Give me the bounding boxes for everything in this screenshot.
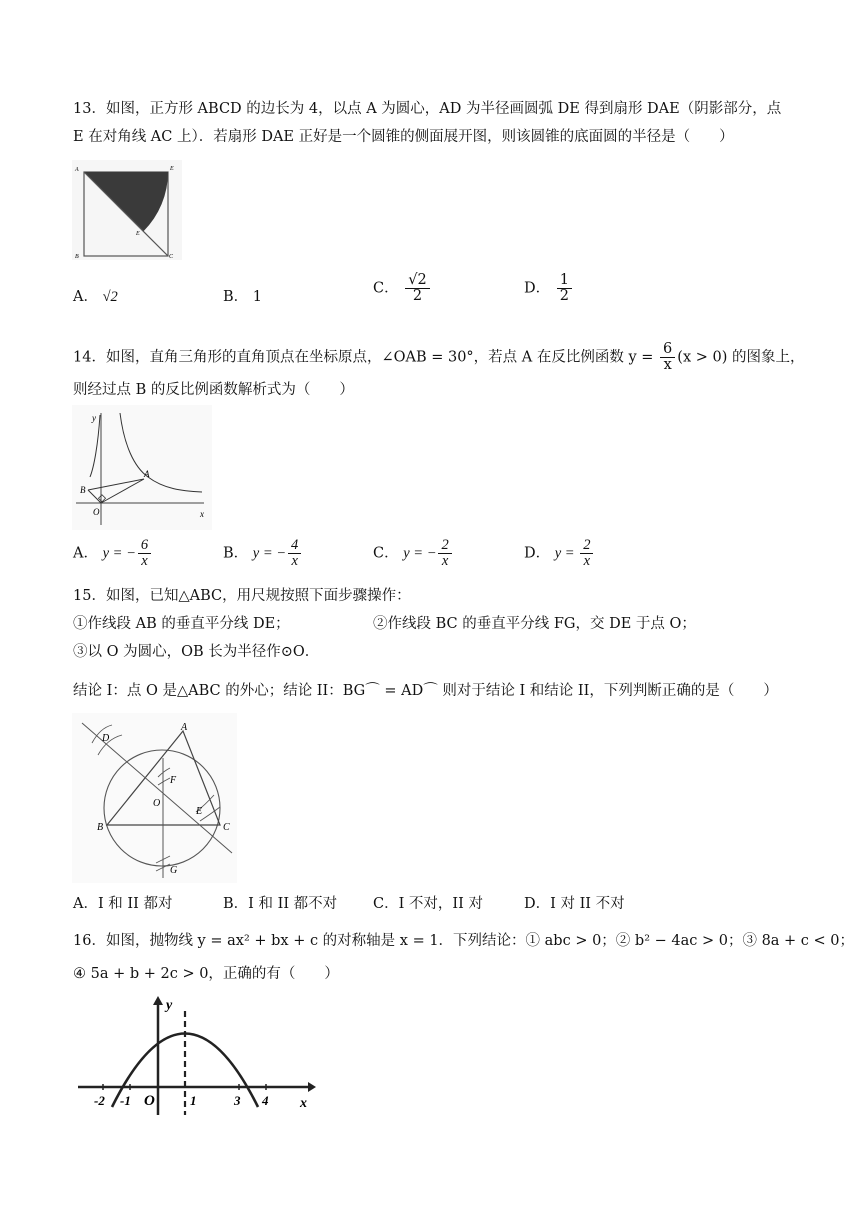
q14-text-line1: [73, 342, 804, 373]
q13-text-line1: 13．如图，正方形 ABCD 的边长为 4，以点 A 为圆心，AD 为半径画圆弧 DE 得到扇形 DAE（阴影部分，点: [73, 101, 782, 117]
q14-line1-part-b: (x > 0) 的图象上，: [677, 349, 805, 366]
q14-line1-part-a: 14．如图，直角三角形的直角顶点在坐标原点，∠OAB = 30°，若点 A 在反比例函数 y =: [73, 349, 659, 366]
q14-option-b[interactable]: [223, 538, 303, 569]
q15-step3: ③以 O 为圆心，OB 长为半径作⊙O．: [73, 644, 320, 660]
q16-label-x: x: [300, 1096, 307, 1111]
q13-text-line2: E 在对角线 AC 上）．若扇形 DAE 正好是一个圆锥的侧面展开图，则该圆锥的底面圆的半径是（ ）: [73, 129, 734, 145]
q14-figure: [72, 405, 212, 534]
q13-option-d-label: D．: [524, 280, 551, 297]
q13-option-a[interactable]: [73, 285, 118, 306]
q13-option-b-value: 1: [252, 289, 262, 305]
q15-option-a[interactable]: A．I 和 II 都对: [73, 896, 173, 912]
q13-option-c-denominator: 2: [412, 288, 423, 305]
q16-label-y: y: [166, 998, 173, 1013]
q14-option-a-label: A．: [73, 545, 98, 562]
q14-option-b-pre: y = −: [252, 545, 287, 562]
q13-option-b[interactable]: [223, 285, 262, 306]
q15-label-b: B: [97, 822, 104, 833]
q15-text-line1: 15．如图，已知△ABC，用尺规按照下面步骤操作：: [73, 588, 411, 604]
q16-tick-neg2: -2: [94, 1093, 105, 1108]
q15-option-c[interactable]: C．I 不对，II 对: [373, 896, 483, 912]
q13-option-b-label: B．: [223, 289, 249, 305]
q15-option-d[interactable]: D．I 对 II 不对: [524, 896, 625, 912]
q14-option-a-fraction: [138, 538, 151, 569]
q14-option-d-fraction: [580, 538, 593, 569]
q13-option-d-fraction: [557, 273, 572, 304]
q15-label-d: D: [102, 733, 110, 744]
q14-label-x: x: [200, 509, 204, 519]
q16-tick-4: 4: [262, 1093, 269, 1108]
q14-option-b-fraction: [288, 538, 301, 569]
q14-option-b-numerator: 4: [288, 538, 301, 554]
q13-option-c-numerator: √2: [405, 273, 429, 289]
q14-line1-frac-den: x: [663, 357, 672, 374]
q15-label-o: O: [153, 798, 161, 809]
q14-label-b: B: [80, 485, 86, 495]
q15-label-f: F: [170, 775, 177, 786]
q14-option-d[interactable]: [524, 538, 595, 569]
q15-figure: [72, 713, 237, 887]
q15-label-e: E: [196, 806, 203, 817]
q15-conclusion: 结论 I：点 O 是△ABC 的外心；结论 II：BG⌒ = AD⌒ 则对于结论 I 和结论 II，下列判断正确的是（ ）: [73, 683, 778, 699]
q14-option-b-label: B．: [223, 545, 249, 562]
q14-option-c-pre: y = −: [403, 545, 437, 562]
q13-option-c-fraction: [405, 273, 429, 304]
q14-option-b-denominator: x: [291, 553, 298, 570]
q14-label-o: O: [93, 507, 100, 517]
q14-option-d-numerator: 2: [580, 538, 593, 554]
q14-option-a-numerator: 6: [138, 538, 151, 554]
q13-option-a-value: √2: [102, 289, 118, 305]
q15-step1: ①作线段 AB 的垂直平分线 DE；: [73, 616, 290, 632]
q14-option-a-pre: y = −: [102, 545, 136, 562]
q16-tick-neg1: -1: [120, 1093, 131, 1108]
q13-option-c[interactable]: [373, 273, 432, 304]
q14-option-d-denominator: x: [583, 553, 591, 570]
q16-tick-3: 3: [234, 1093, 241, 1108]
q13-option-d-numerator: 1: [557, 273, 572, 289]
q13-label-c: C: [169, 254, 174, 260]
q16-text-line1: 16．如图，抛物线 y = ax² + bx + c 的对称轴是 x = 1．下列结论：① abc > 0；② b² − 4ac > 0；③ 8a + c < 0；: [73, 933, 855, 949]
q14-option-a-denominator: x: [141, 553, 148, 570]
q16-label-o: O: [144, 1093, 155, 1109]
q14-option-c-fraction: [438, 538, 451, 569]
q15-label-g: G: [170, 865, 178, 876]
q13-option-c-label: C．: [373, 280, 399, 297]
q14-label-y: y: [92, 413, 96, 423]
q14-option-c-denominator: x: [441, 553, 449, 570]
q16-figure: [72, 995, 317, 1124]
q13-label-a: A: [75, 167, 79, 173]
q14-line1-frac-num: 6: [660, 342, 675, 358]
q15-label-a: A: [181, 722, 188, 733]
q14-label-a: A: [144, 469, 150, 479]
q13-option-d[interactable]: [524, 273, 574, 304]
q15-option-b[interactable]: B．I 和 II 都不对: [223, 896, 338, 912]
q13-label-e-top: E: [170, 166, 174, 172]
q14-option-d-pre: y =: [554, 545, 579, 562]
q13-label-b: B: [75, 254, 79, 260]
q16-text-line2: ④ 5a + b + 2c > 0，正确的有（ ）: [73, 966, 339, 982]
q15-label-c: C: [223, 822, 230, 833]
q15-step2: ②作线段 BC 的垂直平分线 FG，交 DE 于点 O；: [373, 616, 696, 632]
q14-option-d-label: D．: [524, 545, 551, 562]
q14-option-c-numerator: 2: [438, 538, 451, 554]
q13-figure: [72, 160, 182, 264]
q14-option-c[interactable]: [373, 538, 454, 569]
q14-text-line2: 则经过点 B 的反比例函数解析式为（ ）: [73, 382, 354, 398]
q14-option-c-label: C．: [373, 545, 399, 562]
q13-label-e: E: [136, 231, 140, 237]
q14-option-a[interactable]: [73, 538, 153, 569]
q13-option-a-label: A．: [73, 289, 98, 305]
q14-line1-fraction: [660, 342, 675, 373]
q13-option-d-denominator: 2: [559, 288, 569, 305]
q16-tick-1: 1: [190, 1093, 197, 1108]
